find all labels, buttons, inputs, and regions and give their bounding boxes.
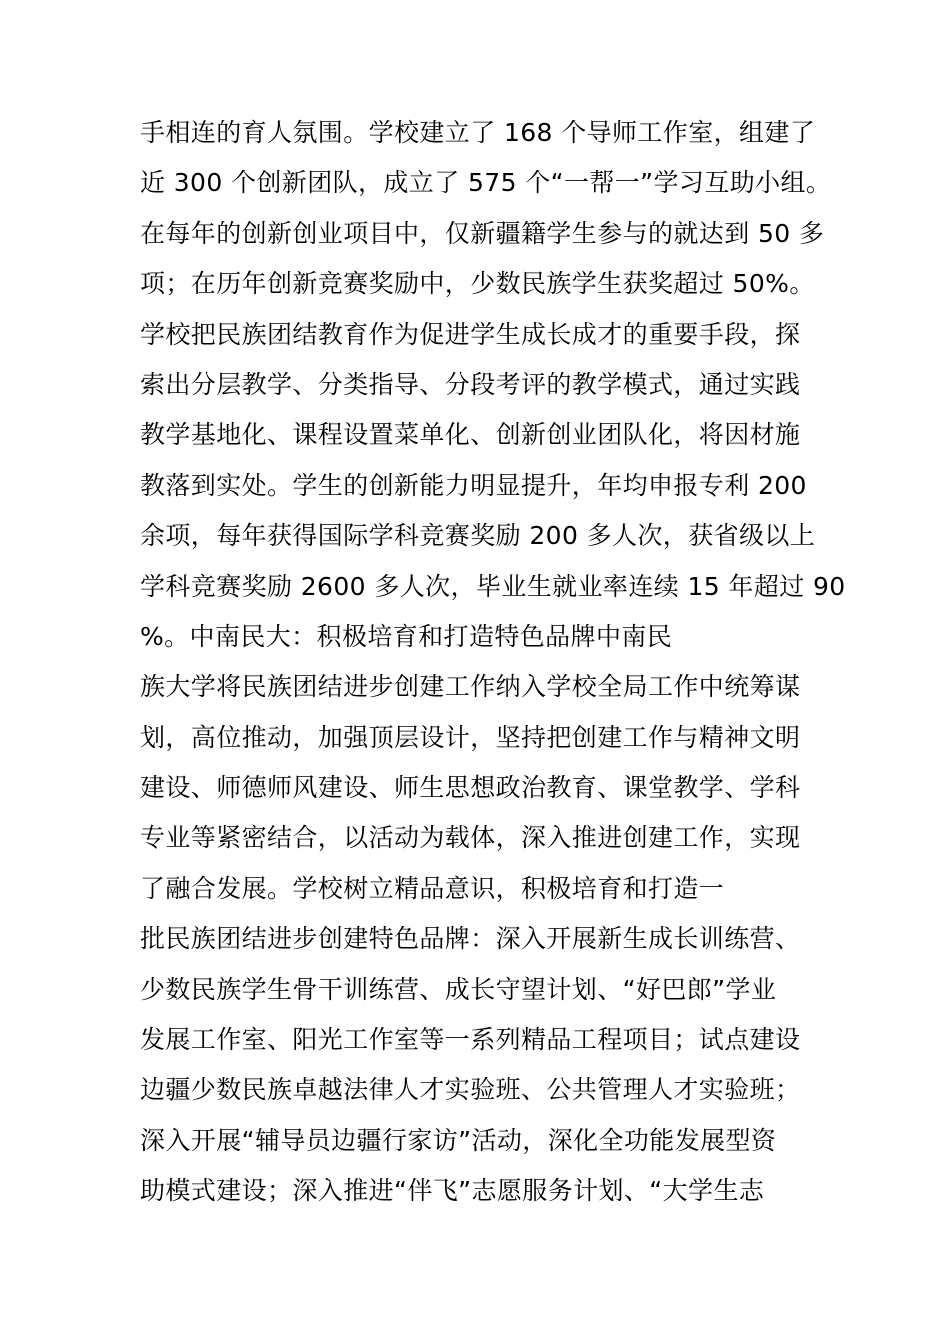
text-line: 少数民族学生骨干训练营、成长守望计划、“好巴郎”学业 bbox=[140, 974, 777, 1004]
text-line: 项；在历年创新竞赛奖励中，少数民族学生获奖超过 50%。 bbox=[140, 269, 815, 299]
text-line: 手相连的育人氛围。学校建立了 168 个导师工作室，组建了 bbox=[140, 118, 816, 147]
text-line: 了融合发展。学校树立精品意识，积极培育和打造一 bbox=[140, 873, 725, 903]
text-line: 划，高位推动，加强顶层设计，坚持把创建工作与精神文明 bbox=[140, 722, 801, 752]
text-line: 族大学将民族团结进步创建工作纳入学校全局工作中统筹谋 bbox=[140, 672, 801, 702]
text-line: 教学基地化、课程设置菜单化、创新创业团队化，将因材施 bbox=[140, 420, 801, 450]
text-line: 批民族团结进步创建特色品牌：深入开展新生成长训练营、 bbox=[140, 924, 801, 954]
body-text bbox=[140, 108, 846, 1217]
text-line: 学科竞赛奖励 2600 多人次，毕业生就业率连续 15 年超过 90 bbox=[140, 571, 846, 601]
text-line: 建设、师德师风建设、师生思想政治教育、课堂教学、学科 bbox=[140, 773, 801, 803]
text-line: 近 300 个创新团队，成立了 575 个“一帮一”学习互助小组。 bbox=[140, 168, 832, 198]
text-line: 教落到实处。学生的创新能力明显提升，年均申报专利 200 bbox=[140, 470, 807, 500]
text-line: 边疆少数民族卓越法律人才实验班、公共管理人才实验班； bbox=[140, 1075, 801, 1105]
text-line: 学校把民族团结教育作为促进学生成长成才的重要手段，探 bbox=[140, 319, 801, 349]
text-line: 深入开展“辅导员边疆行家访”活动，深化全功能发展型资 bbox=[140, 1125, 777, 1155]
text-line: 发展工作室、阳光工作室等一系列精品工程项目；试点建设 bbox=[140, 1025, 801, 1055]
text-line: 余项，每年获得国际学科竞赛奖励 200 多人次，获省级以上 bbox=[140, 521, 816, 551]
text-line: 索出分层教学、分类指导、分段考评的教学模式，通过实践 bbox=[140, 369, 801, 399]
text-line: 助模式建设；深入推进“伴飞”志愿服务计划、“大学生志 bbox=[140, 1176, 765, 1206]
text-line: 在每年的创新创业项目中，仅新疆籍学生参与的就达到 50 多 bbox=[140, 218, 825, 248]
text-line: %。中南民大：积极培育和打造特色品牌中南民 bbox=[140, 621, 673, 651]
text-line: 专业等紧密结合，以活动为载体，深入推进创建工作，实现 bbox=[140, 823, 801, 853]
